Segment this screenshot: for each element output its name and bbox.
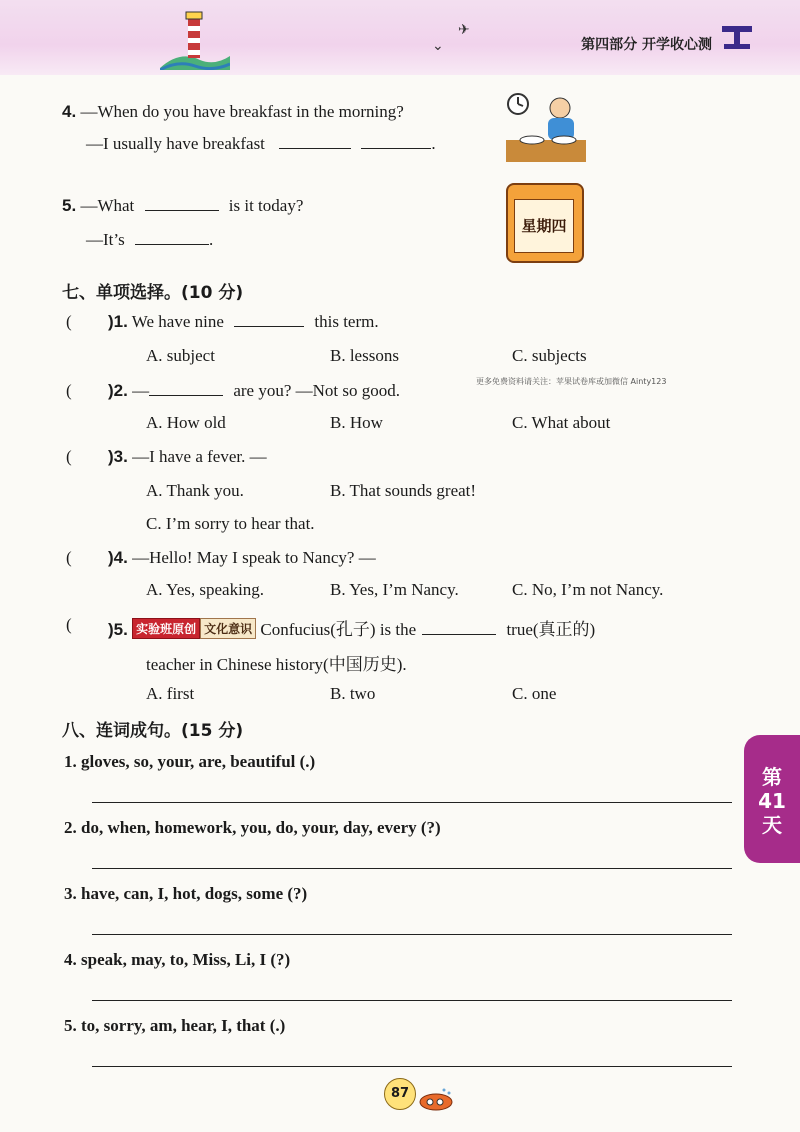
mc-question-1 xyxy=(108,312,379,332)
question-number: )1. xyxy=(108,312,128,331)
section-logo-icon xyxy=(720,22,754,52)
question-number: )5. xyxy=(108,620,128,639)
word-order-item-1: 1. gloves, so, your, are, beautiful (.) xyxy=(64,752,316,771)
bird-icon: ⌄ xyxy=(432,39,444,54)
page-number: 87 xyxy=(384,1078,416,1110)
mc-question-2 xyxy=(108,381,400,401)
option-a[interactable]: A. Thank you. xyxy=(146,481,244,500)
calendar-illustration xyxy=(506,183,584,263)
option-c[interactable]: C. No, I’m not Nancy. xyxy=(512,580,664,599)
mc-question-4 xyxy=(108,548,376,568)
punctuation: . xyxy=(208,230,214,249)
answer-blank[interactable] xyxy=(279,134,351,149)
question-number: )2. xyxy=(108,381,128,400)
lighthouse-icon xyxy=(160,10,230,70)
watermark-text: 更多免费资料请关注：苹果试卷库或加微信 Ainty123 xyxy=(476,377,667,386)
option-b[interactable]: B. How xyxy=(330,413,383,432)
option-b[interactable]: B. Yes, I’m Nancy. xyxy=(330,580,459,599)
culture-tag-badge: 文化意识 xyxy=(200,618,256,639)
day-tab-number: 41 xyxy=(758,789,786,813)
question-text: Confucius(孔子) is the xyxy=(260,620,417,639)
option-a[interactable]: A. first xyxy=(146,684,195,703)
mc-question-5-line2: teacher in Chinese history(中国历史). xyxy=(146,655,407,674)
word-order-item-2: 2. do, when, homework, you, do, your, day, every (?) xyxy=(64,818,441,837)
answer-blank[interactable] xyxy=(145,196,219,211)
day-tab-line: 天 xyxy=(762,813,782,837)
answer-bracket[interactable]: ( xyxy=(66,312,72,331)
answer-bracket[interactable]: ( xyxy=(66,548,72,567)
answer-blank[interactable] xyxy=(422,620,496,635)
answer-bracket[interactable]: ( xyxy=(66,381,72,400)
option-a[interactable]: A. Yes, speaking. xyxy=(146,580,265,599)
question-text: —I usually have breakfast xyxy=(86,134,265,153)
question-text: —What xyxy=(80,196,135,215)
part-title: 第四部分 开学收心测 xyxy=(581,37,712,53)
answer-blank[interactable] xyxy=(135,230,209,245)
question-5-line2 xyxy=(86,230,213,250)
question-number: 5. xyxy=(62,196,77,215)
answer-blank[interactable] xyxy=(149,381,223,396)
answer-bracket[interactable]: ( xyxy=(66,447,72,466)
answer-blank[interactable] xyxy=(234,312,304,327)
question-text: —When do you have breakfast in the morning? xyxy=(80,102,404,121)
question-text: — xyxy=(132,381,150,400)
option-c[interactable]: C. I’m sorry to hear that. xyxy=(146,514,315,533)
original-tag-badge: 实验班原创 xyxy=(132,618,200,639)
question-4-line2 xyxy=(86,134,436,154)
question-text: —Hello! May I speak to Nancy? — xyxy=(132,548,376,567)
answer-blank[interactable] xyxy=(361,134,431,149)
question-text: true(真正的) xyxy=(506,620,596,639)
word-order-item-5: 5. to, sorry, am, hear, I, that (.) xyxy=(64,1016,286,1035)
question-number: )4. xyxy=(108,548,128,567)
option-a[interactable]: A. How old xyxy=(146,413,226,432)
punctuation: . xyxy=(431,134,436,153)
question-text: We have nine xyxy=(131,312,224,331)
answer-line[interactable] xyxy=(92,1066,732,1067)
option-b[interactable]: B. That sounds great! xyxy=(330,481,477,500)
answer-line[interactable] xyxy=(92,868,732,869)
question-number: )3. xyxy=(108,447,128,466)
option-b[interactable]: B. two xyxy=(330,684,376,703)
option-a[interactable]: A. subject xyxy=(146,346,215,365)
question-5-line1 xyxy=(62,196,303,216)
question-text: —It’s xyxy=(86,230,125,249)
question-text: —I have a fever. — xyxy=(132,447,267,466)
answer-line[interactable] xyxy=(92,1000,732,1001)
option-b[interactable]: B. lessons xyxy=(330,346,399,365)
mc-question-3 xyxy=(108,447,267,467)
bird-icon: ✈ xyxy=(458,23,470,38)
question-text: are you? —Not so good. xyxy=(233,381,401,400)
word-order-item-3: 3. have, can, I, hot, dogs, some (?) xyxy=(64,884,308,903)
option-c[interactable]: C. one xyxy=(512,684,557,703)
option-c[interactable]: C. What about xyxy=(512,413,611,432)
question-4-line1 xyxy=(62,102,404,122)
day-tab xyxy=(744,735,800,863)
submarine-icon xyxy=(414,1086,454,1112)
mc-question-5 xyxy=(108,615,595,640)
question-text: this term. xyxy=(314,312,379,331)
section-7-title: 七、单项选择。(10 分) xyxy=(62,283,244,303)
option-c[interactable]: C. subjects xyxy=(512,346,587,365)
calendar-label: 星期四 xyxy=(514,199,574,253)
section-8-title: 八、连词成句。(15 分) xyxy=(62,721,244,741)
question-number: 4. xyxy=(62,102,77,121)
answer-line[interactable] xyxy=(92,802,732,803)
question-text: is it today? xyxy=(228,196,304,215)
answer-bracket[interactable]: ( xyxy=(66,615,72,634)
answer-line[interactable] xyxy=(92,934,732,935)
breakfast-illustration xyxy=(506,92,586,164)
word-order-item-4: 4. speak, may, to, Miss, Li, I (?) xyxy=(64,950,291,969)
day-tab-line: 第 xyxy=(762,765,782,789)
